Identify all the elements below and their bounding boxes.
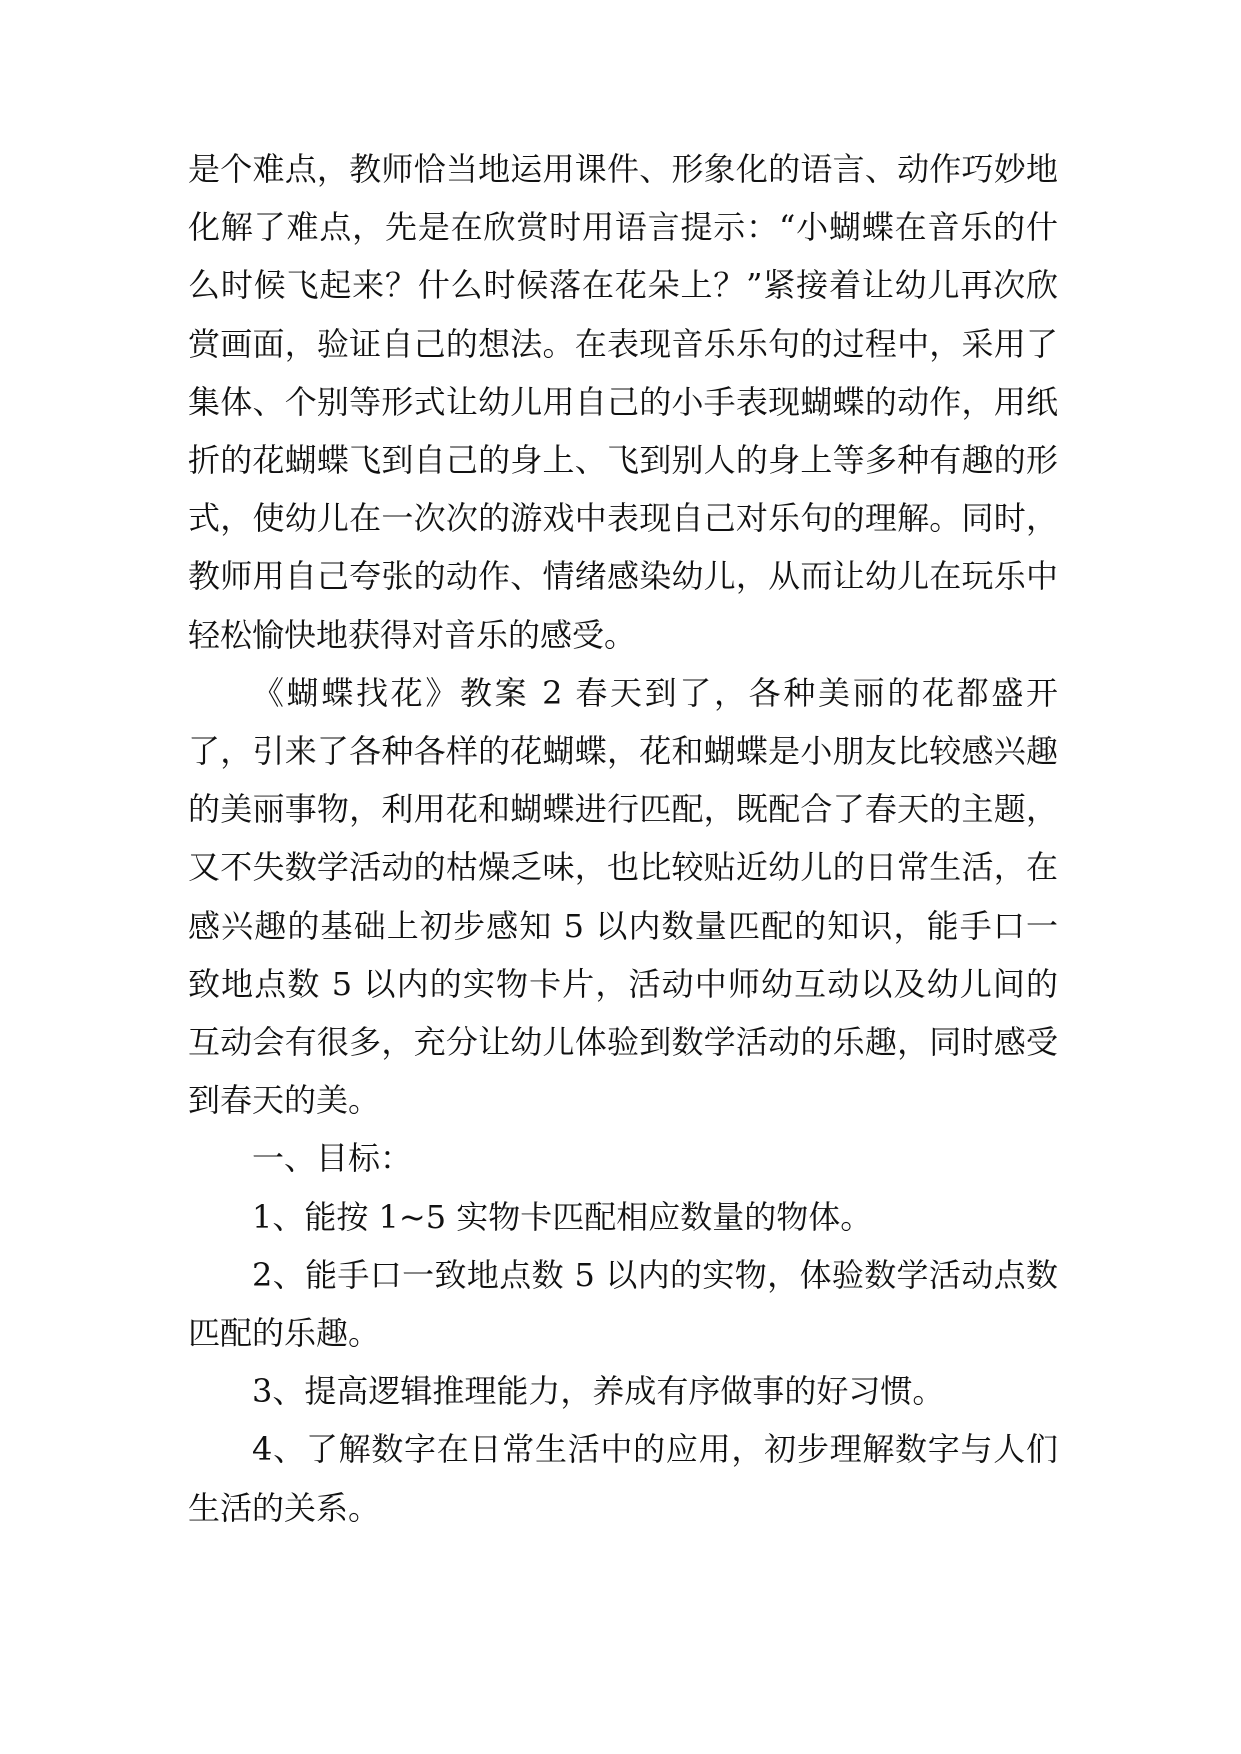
goal-item-4: 4、了解数字在日常生活中的应用，初步理解数字与人们生活的关系。 (188, 1430, 1058, 1527)
goal-item-2: 2、能手口一致地点数 5 以内的实物，体验数学活动点数匹配的乐趣。 (188, 1255, 1058, 1353)
document-body (188, 140, 1058, 1537)
paragraph-continuation: 是个难点，教师恰当地运用课件、形象化的语言、动作巧妙地化解了难点，先是在欣赏时用语言提示：“小蝴蝶在音乐的什么时候飞起来？什么时候落在花朵上？”紧接着让幼儿再次欣赏画面，验证自己的想法。在表现音乐乐句的过程中，采用了集体、个别等形式让幼儿用自己的小手表现蝴蝶的动作，用纸折的花蝴蝶飞到自己的身上、飞到别人的身上等多种有趣的形式，使幼儿在一次次的游戏中表现自己对乐句的理解。同时，教师用自己夸张的动作、情绪感染幼儿，从而让幼儿在玩乐中轻松愉快地获得对音乐的感受。 (188, 150, 1058, 654)
paragraph-lesson-plan-2-intro: 《蝴蝶找花》教案 2 春天到了，各种美丽的花都盛开了，引来了各种各样的花蝴蝶，花和蝴蝶是小朋友比较感兴趣的美丽事物，利用花和蝴蝶进行匹配，既配合了春天的主题，又不失数学活动的枯燥乏味，也比较贴近幼儿的日常生活，在感兴趣的基础上初步感知 5 以内数量匹配的知识，能手口一致地点数 5 以内的实物卡片，活动中师幼互动以及幼儿间的互动会有很多，充分让幼儿体验到数学活动的乐趣，同时感受到春天的美。 (188, 673, 1058, 1120)
section-heading-goals: 一、目标： (252, 1139, 413, 1178)
goal-item-3: 3、提高逻辑推理能力，养成有序做事的好习惯。 (252, 1372, 945, 1411)
goal-item-1: 1、能按 1~5 实物卡匹配相应数量的物体。 (252, 1197, 873, 1236)
